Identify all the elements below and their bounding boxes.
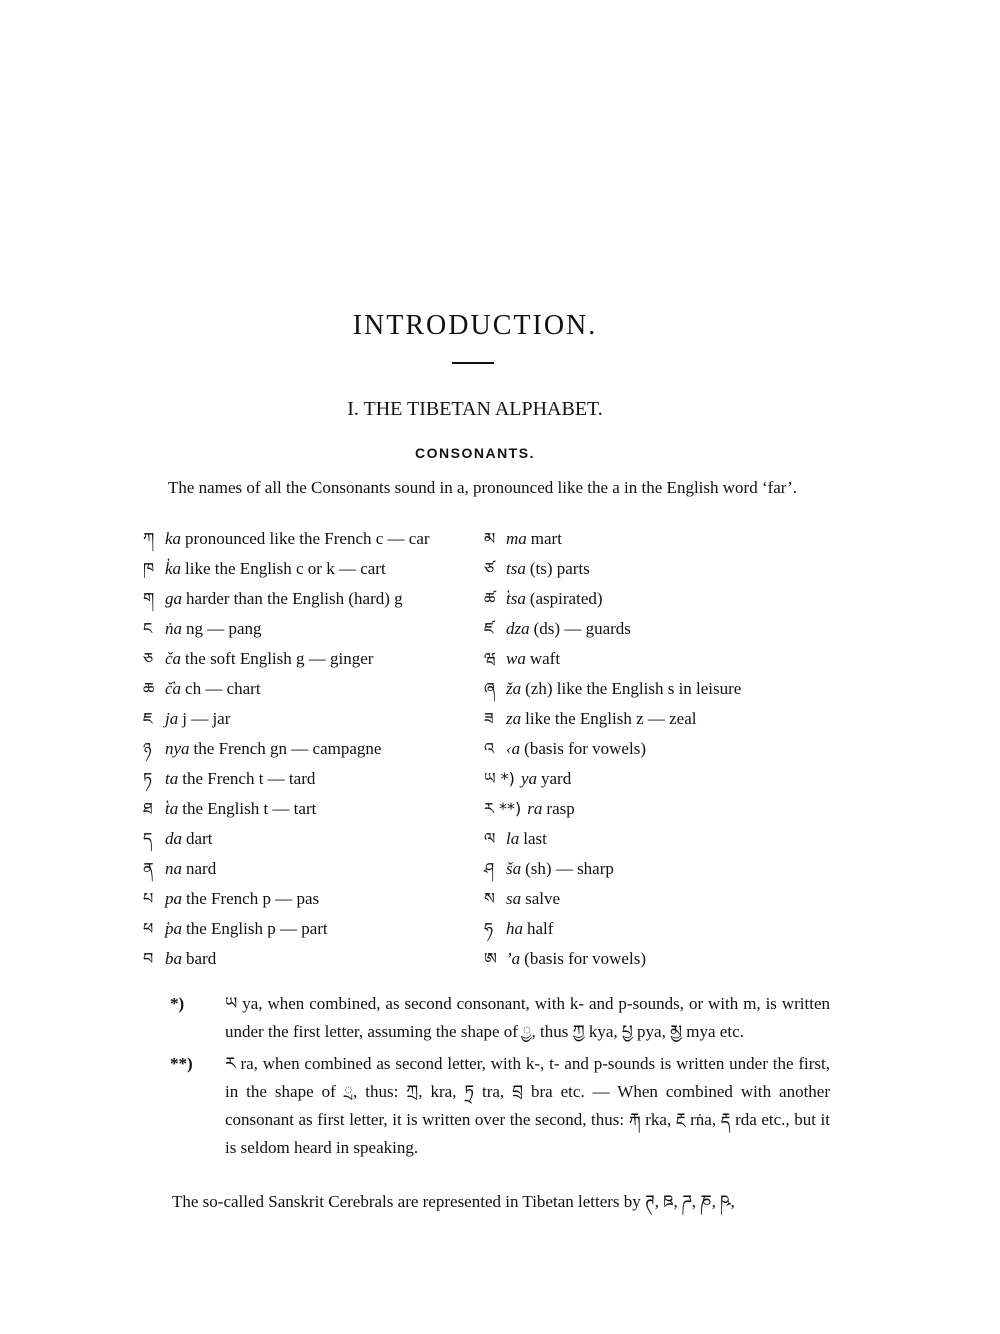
transliteration: ja (165, 709, 179, 728)
consonants-right-column (484, 524, 824, 974)
pronunciation: bard (186, 949, 217, 968)
footnote-ya (170, 990, 830, 1046)
consonant-row (143, 674, 483, 704)
pronunciation: ng — pang (186, 619, 262, 638)
footnotes (170, 990, 830, 1166)
tibetan-letter: ཧ (484, 919, 493, 938)
footnote-text: ཡ ya, when combined, as second consonant, with k- and p-sounds, or with m, is written under the first letter, assuming the shape of ྱ, thus ཀྱ kya, པྱ pya, མྱ mya etc. (225, 994, 830, 1041)
pronunciation: the English t — tart (182, 799, 317, 818)
transliteration: ta (165, 769, 179, 788)
transliteration: ’a (506, 949, 521, 968)
consonant-row (484, 554, 824, 584)
consonant-row (143, 914, 483, 944)
tibetan-letter: ག (143, 589, 155, 608)
pronunciation: (zh) like the English s in leisure (525, 679, 742, 698)
footnote-mark: **) (170, 1054, 193, 1073)
consonant-row (484, 914, 824, 944)
tibetan-letter: ང (143, 619, 153, 638)
tibetan-letter: ཕ (143, 919, 154, 938)
section-title: I. THE TIBETAN ALPHABET. (347, 398, 603, 420)
transliteration: ma (506, 529, 527, 548)
pronunciation: the English p — part (186, 919, 328, 938)
cerebrals-line: The so-called Sanskrit Cerebrals are represented in Tibetan letters by ཊ, ཋ, ཌ, ཎ, ཥ, (172, 1192, 735, 1211)
tibetan-letter: ཆ (143, 679, 155, 698)
tibetan-letter: ཞ (484, 679, 496, 698)
consonant-row (143, 944, 483, 974)
transliteration: ka (165, 529, 182, 548)
transliteration: tsa (506, 559, 526, 578)
tibetan-letter: ཛ (484, 619, 494, 638)
pronunciation: harder than the English (hard) g (186, 589, 403, 608)
tibetan-letter: ཤ (484, 859, 495, 878)
transliteration: sa (506, 889, 522, 908)
pronunciation: rasp (546, 799, 575, 818)
transliteration: nya (165, 739, 190, 758)
consonant-row (484, 824, 824, 854)
transliteration: p̔a (165, 919, 182, 938)
tibetan-letter: ཙ (484, 559, 495, 578)
consonant-row (484, 794, 824, 824)
consonant-row (484, 674, 824, 704)
tibetan-letter: ཅ (143, 649, 154, 668)
transliteration: za (506, 709, 522, 728)
pronunciation: dart (186, 829, 213, 848)
tibetan-letter: ཟ (484, 709, 494, 728)
transliteration: ža (506, 679, 522, 698)
consonant-row (143, 524, 483, 554)
pronunciation: (sh) — sharp (525, 859, 614, 878)
pronunciation: the French gn — campagne (193, 739, 382, 758)
transliteration: ‹a (506, 739, 521, 758)
transliteration: pa (165, 889, 182, 908)
consonant-row (143, 854, 483, 884)
tibetan-letter: ན (143, 859, 154, 878)
transliteration: ha (506, 919, 523, 938)
transliteration: ča (165, 649, 182, 668)
consonant-row (143, 704, 483, 734)
tibetan-letter: པ (143, 889, 154, 908)
pronunciation: mart (530, 529, 562, 548)
pronunciation: salve (525, 889, 561, 908)
tibetan-letter: བ (143, 949, 154, 968)
tibetan-letter: ད (143, 829, 153, 848)
tibetan-letter: ཡ *) (484, 769, 515, 788)
pronunciation: (aspirated) (529, 589, 603, 608)
transliteration: da (165, 829, 182, 848)
pronunciation: j — jar (182, 709, 231, 728)
transliteration: wa (506, 649, 526, 668)
pronunciation: ch — chart (185, 679, 261, 698)
tibetan-letter: ཐ (143, 799, 153, 818)
pronunciation: yard (540, 769, 572, 788)
transliteration: na (165, 859, 182, 878)
pronunciation: the French t — tard (182, 769, 316, 788)
transliteration: t̔a (165, 799, 179, 818)
transliteration: la (506, 829, 520, 848)
transliteration: k̔a (165, 559, 182, 578)
pronunciation: (ts) parts (529, 559, 590, 578)
consonant-row (484, 644, 824, 674)
consonant-row (484, 854, 824, 884)
consonant-row (484, 734, 824, 764)
consonant-row (143, 554, 483, 584)
pronunciation: like the English c or k — cart (185, 559, 386, 578)
footnote-ra (170, 1050, 830, 1162)
pronunciation: the soft English g — ginger (185, 649, 374, 668)
tibetan-letter: ཀ (143, 529, 155, 548)
tibetan-letter: ས (484, 889, 495, 908)
pronunciation: the French p — pas (186, 889, 320, 908)
consonant-row (143, 644, 483, 674)
consonant-row (143, 824, 483, 854)
tibetan-letter: ཉ (143, 739, 152, 758)
intro-paragraph: The names of all the Consonants sound in a, pronounced like the a in the English word ‘far’. (168, 478, 798, 497)
consonant-row (484, 584, 824, 614)
pronunciation: like the English z — zeal (525, 709, 697, 728)
transliteration: ga (165, 589, 182, 608)
consonant-row (143, 884, 483, 914)
consonant-row (484, 704, 824, 734)
transliteration: ra (527, 799, 543, 818)
tibetan-letter: ཨ (484, 949, 497, 968)
transliteration: t̔sa (506, 589, 526, 608)
tibetan-letter: འ (484, 739, 495, 758)
tibetan-letter: ཏ (143, 769, 153, 788)
pronunciation: last (523, 829, 547, 848)
pronunciation: (basis for vowels) (524, 949, 646, 968)
pronunciation: (basis for vowels) (524, 739, 646, 758)
consonant-row (484, 614, 824, 644)
pronunciation: nard (186, 859, 217, 878)
consonant-row (484, 764, 824, 794)
pronunciation: (ds) — guards (533, 619, 631, 638)
footnote-text: ར ra, when combined as second letter, with k-, t- and p-sounds is written under the first, in the shape of ྲ, thus: ཀྲ, kra, ཏྲ tra, བྲ bra etc. — When combined with another consonant as first letter, it is written over the second, thus: རྐ rka, རྔ rṅa, རྡ rda etc., but it is seldom heard in speaking. (225, 1054, 830, 1157)
footnote-mark: *) (170, 994, 185, 1013)
transliteration: ša (506, 859, 522, 878)
consonants-left-column (143, 524, 483, 974)
consonant-row (143, 614, 483, 644)
tibetan-letter: མ (484, 529, 496, 548)
transliteration: dza (506, 619, 530, 638)
tibetan-letter: ཁ (143, 559, 155, 578)
consonant-row (484, 944, 824, 974)
tibetan-letter: ར **) (484, 799, 522, 818)
transliteration: č̔a (165, 679, 182, 698)
pronunciation: waft (529, 649, 561, 668)
consonant-row (143, 734, 483, 764)
consonant-row (484, 884, 824, 914)
subsection-title: CONSONANTS. (415, 445, 535, 461)
pronunciation: half (527, 919, 554, 938)
consonant-row (143, 794, 483, 824)
tibetan-letter: ལ (484, 829, 496, 848)
transliteration: ba (165, 949, 182, 968)
transliteration: ṅa (165, 619, 182, 638)
tibetan-letter: ཝ (484, 649, 496, 668)
title-rule (452, 362, 494, 364)
consonant-row (143, 584, 483, 614)
consonant-row (484, 524, 824, 554)
tibetan-letter: ཚ (484, 589, 496, 608)
tibetan-letter: ཇ (143, 709, 153, 728)
pronunciation: pronounced like the French c — car (185, 529, 430, 548)
transliteration: ya (520, 769, 537, 788)
page-title: INTRODUCTION. (352, 310, 598, 341)
consonant-row (143, 764, 483, 794)
